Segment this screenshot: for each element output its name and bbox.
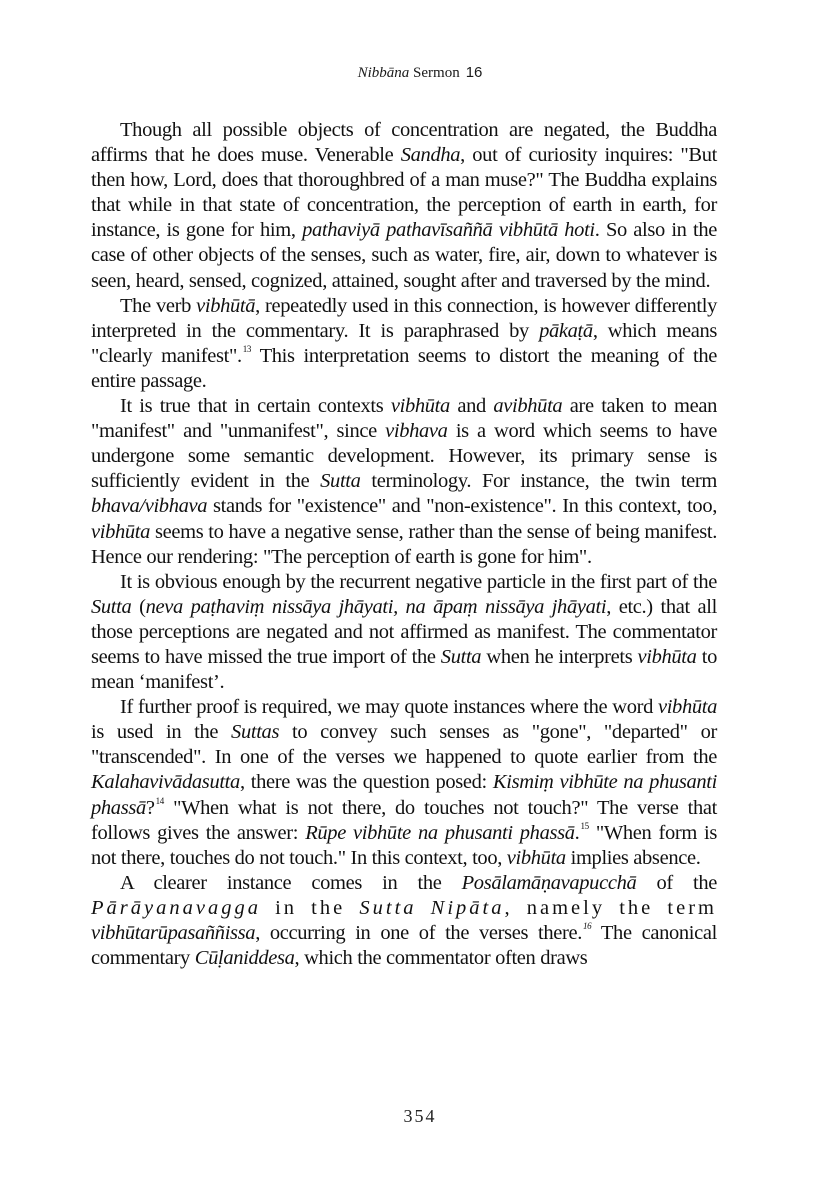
italic-term: Rūpe vibhūte na phusanti phassā (305, 821, 575, 844)
text-run: , which means "clearly manifest". (91, 319, 717, 367)
text-run: If further proof is required, we may quote instances where the word (120, 696, 658, 719)
text-run: The canonical commentary (91, 922, 717, 970)
text-run: , occurring in one of the verses there. (255, 922, 583, 944)
italic-term: Pārāyanavagga (91, 896, 261, 919)
italic-term: Sutta Nipāta (359, 896, 505, 919)
italic-term: Sutta (91, 595, 132, 618)
italic-term: vibhūta (657, 696, 717, 719)
text-run: in the (260, 896, 360, 919)
italic-term: pathaviyā pathavīsaññā vibhūtā hoti (302, 219, 595, 242)
text-run: It is true that in certain contexts (120, 395, 391, 418)
italic-term: vibhūtarūpasaññissa (91, 922, 256, 944)
text-run: when he interprets (481, 645, 638, 668)
text-run: . (574, 821, 580, 844)
italic-term: Kismiṃ vibhūte na phusanti phassā (91, 771, 717, 819)
text-run: ( (131, 595, 146, 618)
paragraph (91, 570, 717, 695)
italic-term: vibhūtā (196, 294, 256, 317)
italic-term: Sutta (320, 470, 361, 493)
text-run: seems to have a negative sense, rather than the sense of being manifest. Hence our rendering: "The perception of earth is gone for him". (91, 520, 717, 568)
paragraph (91, 695, 717, 871)
footnote-marker: 13 (242, 343, 252, 354)
italic-term: Sandha (400, 144, 461, 167)
text-run: , out of curiosity inquires: "But then how, Lord, does that thoroughbred of a man muse?" The Buddha explains that while in that state of concentration, the perception of earth in earth, for instance, is gone for him, (91, 144, 717, 242)
italic-term: vibhava (385, 420, 448, 443)
italic-term: Cūḷaniddesa (194, 947, 295, 970)
paragraph (91, 394, 717, 570)
text-run: This interpretation seems to distort the meaning of the entire passage. (91, 344, 718, 392)
text-run: of the (636, 871, 718, 894)
text-run: "When what is not there, do touches not touch?" The verse that follows gives the answer: (91, 796, 717, 844)
italic-term: vibhūta (390, 395, 450, 418)
footnote-marker: 16 (583, 921, 592, 931)
text-run: It is obvious enough by the recurrent negative particle in the first part of the (120, 570, 717, 593)
text-run: , which the commentator often draws (294, 947, 588, 970)
text-run: A clearer instance comes in the (120, 871, 462, 894)
footnote-marker: 15 (580, 820, 589, 831)
text-run: terminology. For instance, the twin term (360, 470, 717, 493)
running-head (0, 64, 840, 82)
body-text (91, 118, 717, 971)
running-head-title-italic: Nibbāna (357, 65, 410, 81)
text-run: , repeatedly used in this connection, is however differently interpreted in the commentary. It is paraphrased by (91, 294, 717, 342)
footnote-marker: 14 (155, 795, 164, 806)
running-head-title: Sermon (409, 65, 460, 81)
italic-term: vibhūta (637, 645, 697, 668)
text-run: to convey such senses as "gone", "departed" or "transcended". In one of the verses we happened to quote earlier from the (91, 721, 717, 769)
italic-term: Posālamāṇavapucchā (461, 871, 637, 894)
text-run: to mean ‘manifest’. (91, 645, 717, 694)
paragraph (91, 871, 717, 971)
text-run: Though all possible objects of concentration are negated, the Buddha affirms that he does muse. Venerable (91, 119, 717, 167)
text-run: . So also in the case of other objects of the senses, such as water, fire, air, down to whatever is seen, heard, sensed, cognized, attained, sought after and traversed by the mind. (91, 219, 717, 292)
text-run: The verb (120, 294, 197, 317)
sermon-number: 16 (465, 64, 483, 81)
italic-term: neva paṭhaviṃ nissāya jhāyati, na āpaṃ nissāya jhāyati (145, 595, 607, 618)
text-run: is a word which seems to have undergone some semantic development. However, its primary sense is sufficiently evident in the (91, 420, 718, 493)
italic-term: pākaṭā (539, 319, 593, 342)
text-run: "When form is not there, touches do not touch." In this context, too, (91, 821, 717, 869)
text-run: and (449, 395, 494, 418)
italic-term: vibhūta (91, 520, 151, 543)
text-run: stands for "existence" and "non-existence". In this context, too, (207, 495, 717, 518)
italic-term: bhava/vibhava (91, 495, 208, 518)
paragraph (91, 118, 717, 294)
text-run: are taken to mean "manifest" and "unmanifest", since (91, 395, 717, 443)
page-number: 354 (403, 1106, 437, 1126)
text-run: is used in the (91, 721, 232, 744)
italic-term: Kalahavivādasutta (91, 771, 240, 794)
text-run: , there was the question posed: (239, 771, 493, 794)
paragraph (91, 294, 717, 394)
italic-term: avibhūta (493, 395, 563, 418)
italic-term: Sutta (440, 645, 482, 668)
italic-term: vibhūta (506, 846, 566, 869)
text-run: , etc.) that all those perceptions are negated and not affirmed as manifest. The commentator seems to have missed the true import of the (91, 595, 717, 668)
text-run: , namely the term (504, 896, 717, 919)
italic-term: Suttas (231, 721, 280, 744)
text-run: implies absence. (565, 846, 701, 869)
text-run: ? (145, 796, 155, 819)
